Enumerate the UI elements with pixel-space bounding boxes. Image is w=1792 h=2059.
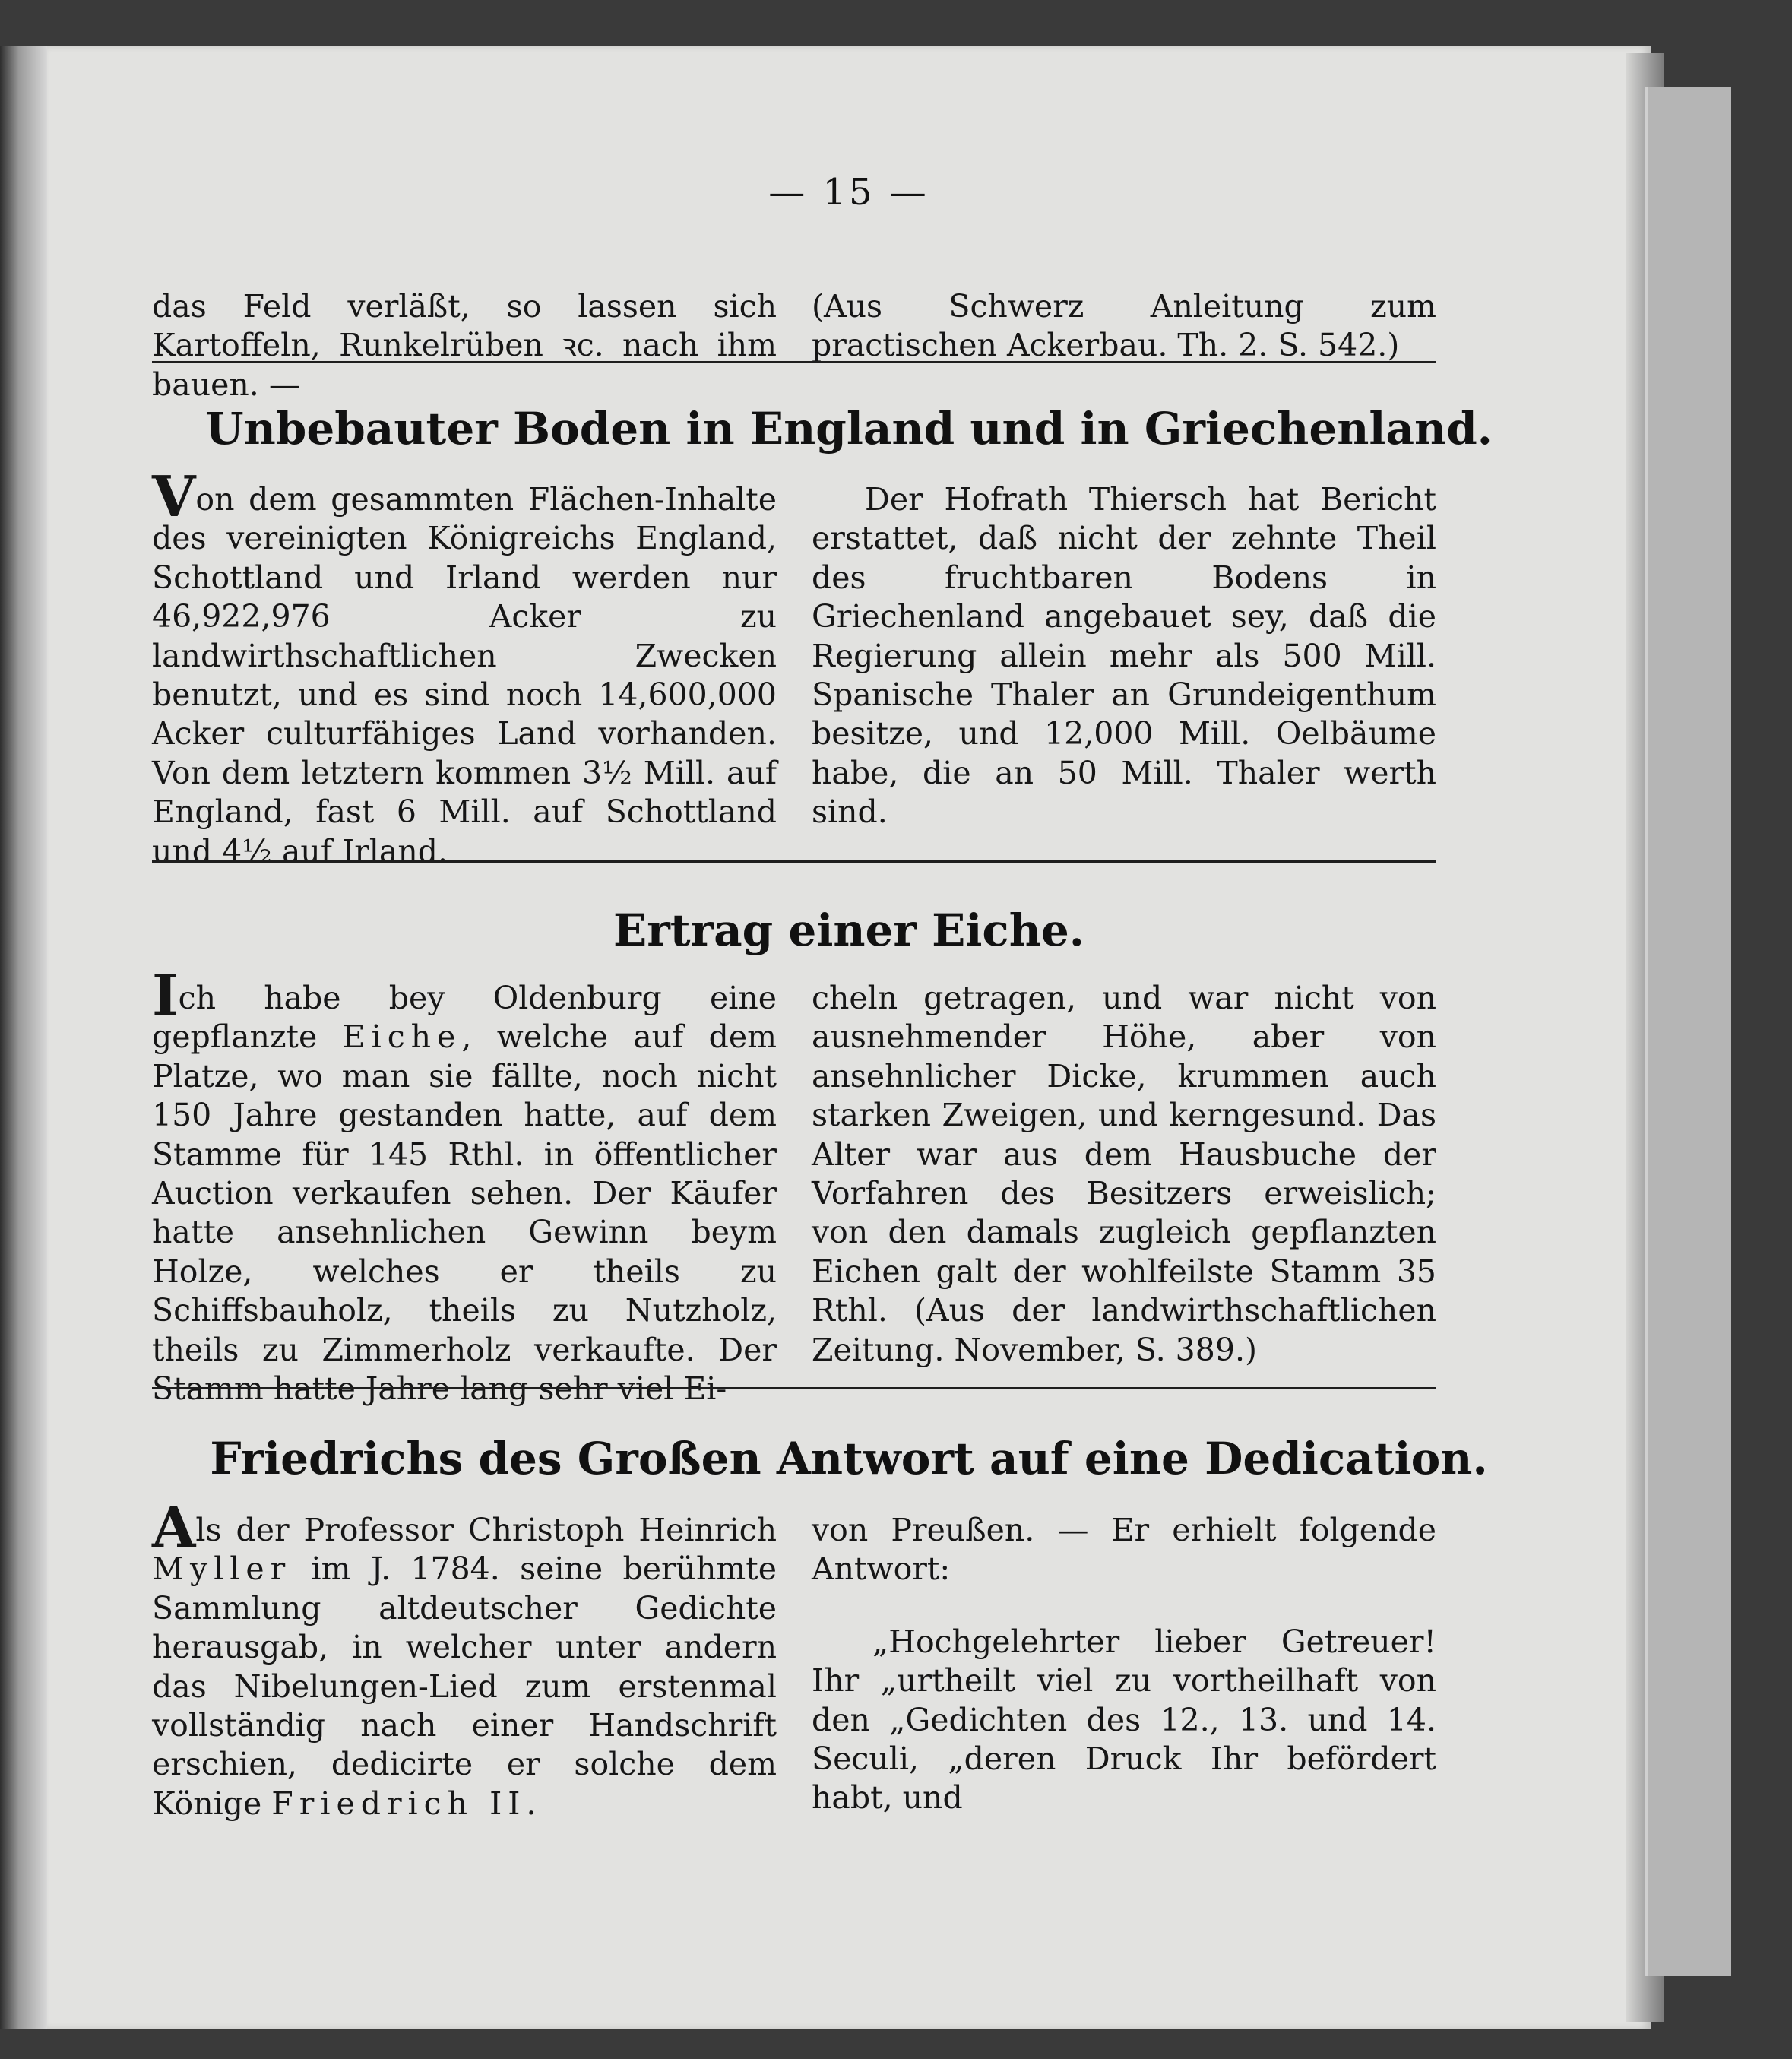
spaced-king-name: Friedrich II. <box>271 1785 543 1822</box>
section1-left-column <box>152 464 777 871</box>
book-cover-edge <box>1645 87 1731 1976</box>
section3-right-column <box>812 1511 1436 1818</box>
section-divider-1 <box>152 361 1436 363</box>
spaced-name: Myller <box>152 1551 292 1588</box>
section1-right-column <box>812 480 1436 832</box>
section-heading-eiche: Ertrag einer Eiche. <box>613 904 1085 956</box>
left-page-edge <box>0 46 47 2029</box>
section1-right-text: Der Hofrath Thiersch hat Bericht erstattet, daß nicht der zehnte Theil des fruchtbaren Bodens in Griechenland angebauet sey, daß die Regierung allein mehr als 500 Mill. Spanische Thaler an Grundeigenthum besitze, und 12,000 Mill. Oelbäume habe, die an 50 Mill. Thaler werth sind. <box>812 481 1436 831</box>
section2-right-text: cheln getragen, und war nicht von ausnehmender Höhe, aber von ansehnlicher Dicke, krummen auch starken Zweigen, und kerngesund. Das Alter war aus dem Hausbuche der Vorfahren des Besitzers erweislich; von den damals zugleich gepflanzten Eichen galt der wohlfeilste Stamm 35 Rthl. (Aus der landwirthschaftlichen Zeitung. November, S. 389.) <box>812 980 1436 1368</box>
section2-right-column <box>812 979 1436 1370</box>
section2-left-text-start: ch habe bey Oldenburg eine gepflanzte <box>152 980 777 1056</box>
dropcap: I <box>152 963 179 1028</box>
section3-left-column <box>152 1495 777 1823</box>
section2-left-text-rest: , welche auf dem Platze, wo man sie fällte, noch nicht 150 Jahre gestanden hatte, auf dem Stamme für 145 Rthl. in öffentlicher Auction verkaufen sehen. Der Käufer hatte ansehnlichen Gewinn beym Holze, welches er theils zu Schiffsbauholz, theils zu Nutzholz, theils zu Zimmerholz verkaufte. Der Stamm hatte Jahre lang sehr viel Ei- <box>152 1018 777 1408</box>
book-page <box>47 46 1651 2029</box>
dropcap: A <box>152 1495 196 1560</box>
spaced-word: Eiche <box>342 1018 462 1056</box>
section-heading-england-griechenland: Unbebauter Boden in England und in Griechenland. <box>205 403 1493 455</box>
section2-left-column <box>152 963 777 1408</box>
section-divider-2 <box>152 860 1436 863</box>
section3-left-text-mid: im J. 1784. seine berühmte Sammlung altdeutscher Gedichte herausgab, in welcher unter andern das Nibelungen-Lied zum erstenmal vollständig nach einer Handschrift erschien, dedicirte er solche dem Könige <box>152 1551 777 1822</box>
top-right-text: (Aus Schwerz Anleitung zum practischen Ackerbau. Th. 2. S. 542.) <box>812 288 1436 364</box>
section3-right-intro: von Preußen. — Er erhielt folgende Antwort: <box>812 1512 1436 1588</box>
section3-left-text-start: ls der Professor Christoph Heinrich <box>195 1512 777 1548</box>
top-left-text: das Feld verläßt, so lassen sich Kartoffeln, Runkelrüben ꝛc. nach ihm bauen. — <box>152 288 777 403</box>
page-number: — 15 — <box>768 171 929 214</box>
dropcap: V <box>152 464 196 530</box>
top-right-column <box>812 287 1436 366</box>
section1-left-text: on dem gesammten Flächen-Inhalte des vereinigten Königreichs England, Schottland und Irland werden nur 46,922,976 Acker zu landwirthschaftlichen Zwecken benutzt, und es sind noch 14,600,000 Acker culturfähiges Land vorhanden. Von dem letztern kommen 3½ Mill. auf England, fast 6 Mill. auf Schottland und 4½ auf Irland. <box>152 481 777 870</box>
section-heading-friedrich: Friedrichs des Großen Antwort auf eine Dedication. <box>210 1433 1488 1484</box>
section3-right-quote: „Hochgelehrter lieber Getreuer! Ihr „urtheilt viel zu vortheilhaft von den „Gedichten des 12., 13. und 14. Seculi, „deren Druck Ihr befördert habt, und <box>812 1623 1436 1817</box>
section-divider-3 <box>152 1387 1436 1389</box>
top-left-column <box>152 287 777 404</box>
